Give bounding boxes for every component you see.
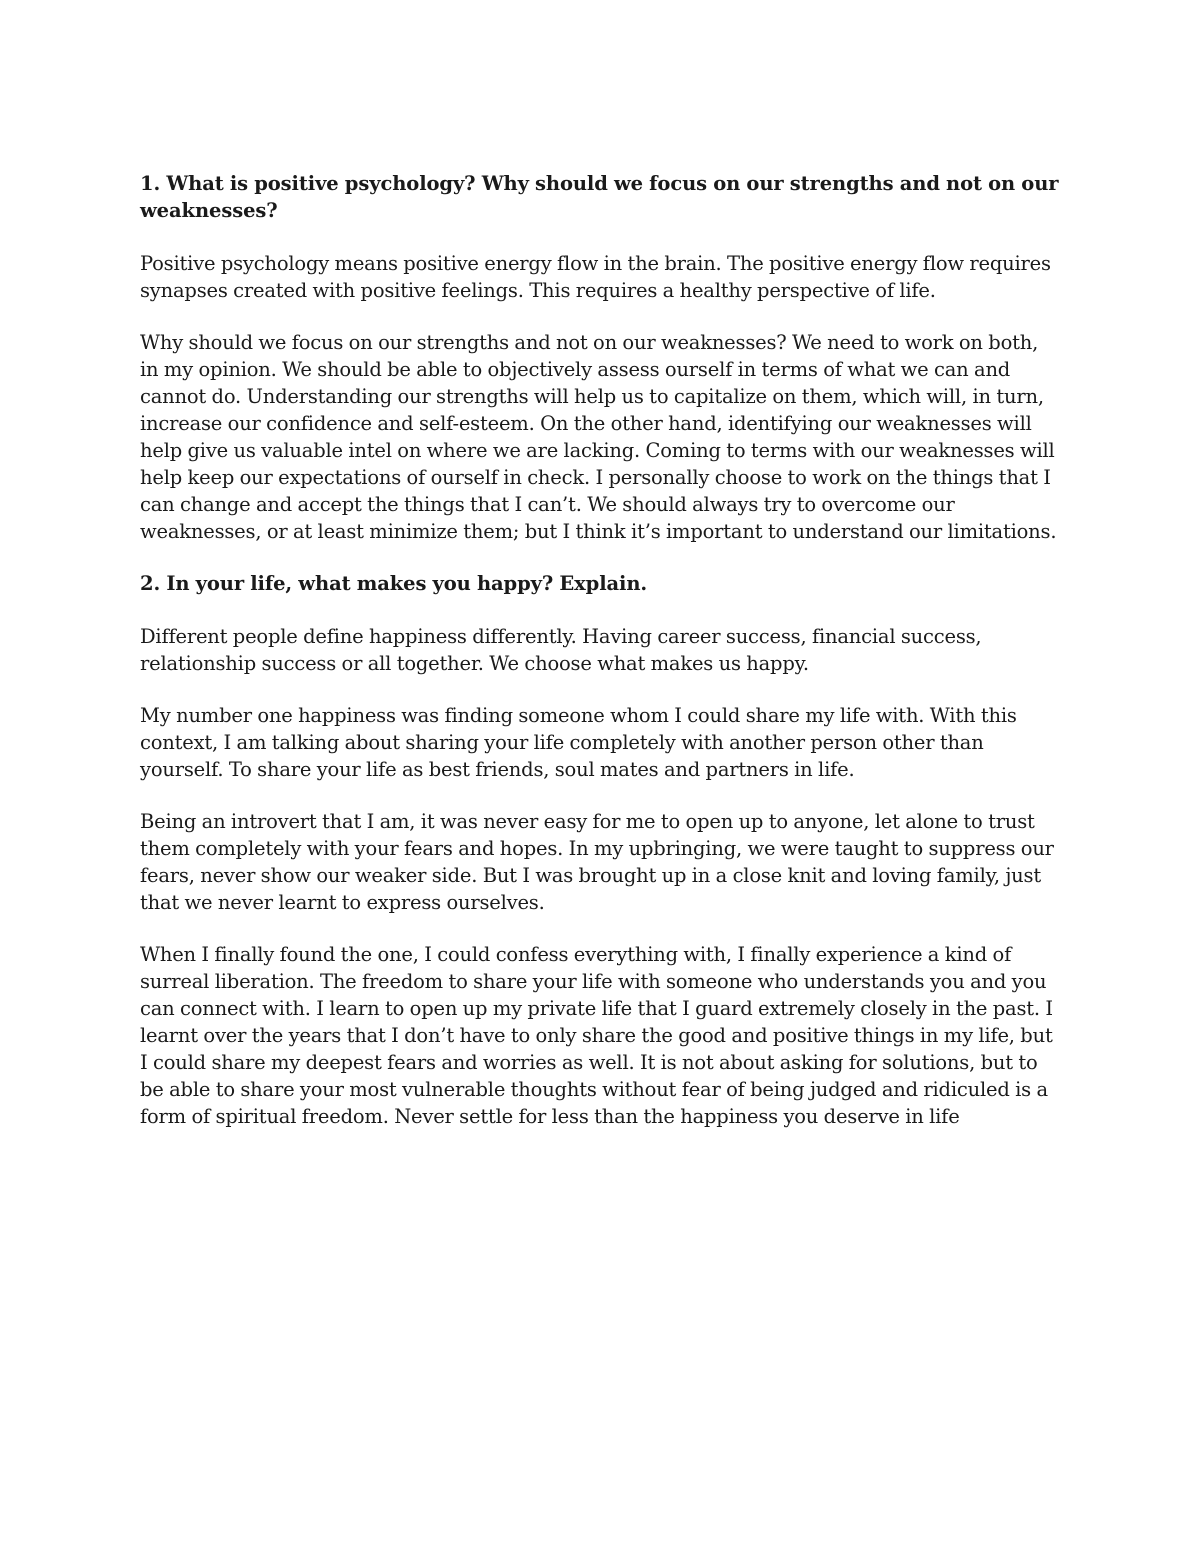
answer-2-paragraph-4: When I finally found the one, I could confess everything with, I finally experience a kind of surreal liberation. The freedom to share your life with someone who understands you and you can connect with. I learn to open up my private life that I guard extremely closely in the past. I learnt over the years that I don’t have to only share the good and positive things in my life, but I could share my deepest fears and worries as well. It is not about asking for solutions, but to be able to share your most vulnerable thoughts without fear of being judged and ridiculed is a form of spiritual freedom. Never settle for less than the happiness you deserve in life — [140, 943, 1053, 1128]
answer-2-paragraph-3: Being an introvert that I am, it was never easy for me to open up to anyone, let alone to trust them completely with your fears and hopes. In my upbringing, we were taught to suppress our fears, never show our weaker side. But I was brought up in a close knit and loving family, just that we never learnt to express ourselves. — [140, 810, 1054, 914]
document-body — [140, 170, 1060, 1155]
answer-1-paragraph-1: Positive psychology means positive energy flow in the brain. The positive energy flow requires synapses created with positive feelings. This requires a healthy perspective of life. — [140, 252, 1051, 302]
answer-2-paragraph-1: Different people define happiness differently. Having career success, financial success, relationship success or all together. We choose what makes us happy. — [140, 625, 982, 675]
answer-1-paragraph-2: Why should we focus on our strengths and not on our weaknesses? We need to work on both, in my opinion. We should be able to objectively assess ourself in terms of what we can and cannot do. Understanding our strengths will help us to capitalize on them, which will, in turn, increase our confidence and self-esteem. On the other hand, identifying our weaknesses will help give us valuable intel on where we are lacking. Coming to terms with our weaknesses will help keep our expectations of ourself in check. I personally choose to work on the things that I can change and accept the things that I can’t. We should always try to overcome our weaknesses, or at least minimize them; but I think it’s important to understand our limitations. — [140, 331, 1057, 543]
question-2-heading: 2. In your life, what makes you happy? Explain. — [140, 572, 648, 595]
question-1-heading: 1. What is positive psychology? Why should we focus on our strengths and not on our weaknesses? — [140, 172, 1059, 222]
answer-2-paragraph-2: My number one happiness was finding someone whom I could share my life with. With this context, I am talking about sharing your life completely with another person other than yourself. To share your life as best friends, soul mates and partners in life. — [140, 704, 1017, 781]
